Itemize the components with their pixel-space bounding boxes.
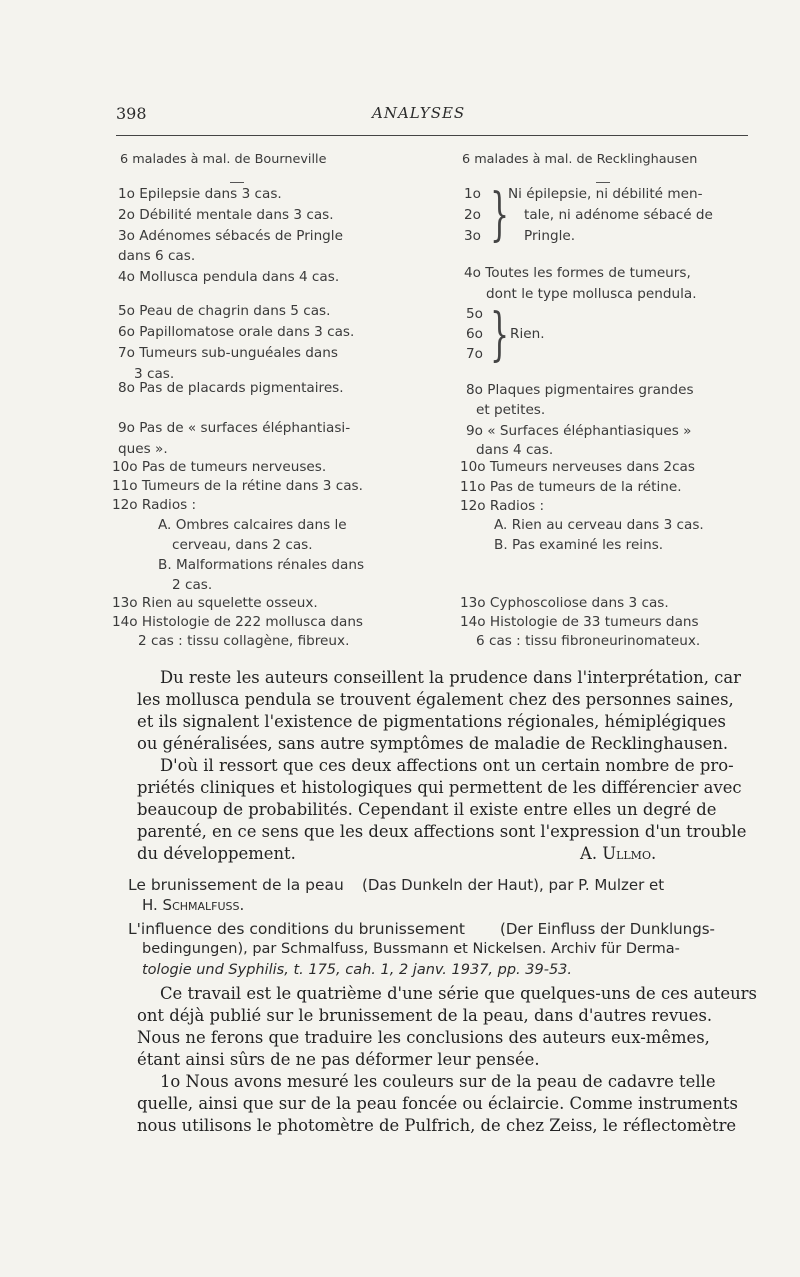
text-line: D'où il ressort que ces deux affections ont un certain nombre de pro- bbox=[160, 756, 734, 775]
list-item: 5o bbox=[466, 306, 483, 322]
list-item: 6o Papillomatose orale dans 3 cas. bbox=[118, 324, 355, 340]
right-brace-5-7: } bbox=[490, 302, 510, 369]
list-item: tale, ni adénome sébacé de bbox=[524, 207, 713, 223]
article-title-1: Le brunissement de la peau bbox=[128, 876, 344, 894]
list-item: 9o Pas de « surfaces éléphantiasi- bbox=[118, 420, 351, 436]
list-item: 12o Radios : bbox=[460, 498, 545, 514]
right-column-heading: 6 malades à mal. de Recklinghausen bbox=[462, 152, 698, 167]
list-item: 3o Adénomes sébacés de Pringle bbox=[118, 228, 343, 244]
list-item: 7o bbox=[466, 346, 483, 362]
list-item: B. Malformations rénales dans bbox=[158, 557, 365, 573]
text-line: et ils signalent l'existence de pigmentations régionales, hémiplégiques bbox=[137, 712, 726, 731]
list-item: 7o Tumeurs sub-unguéales dans bbox=[118, 345, 338, 361]
list-item: A. Rien au cerveau dans 3 cas. bbox=[494, 517, 704, 533]
left-column-heading: 6 malades à mal. de Bourneville bbox=[120, 152, 327, 167]
article-ref-1b: H. Schmalfuss. bbox=[142, 896, 245, 914]
article-ref-2c: tologie und Syphilis, t. 175, cah. 1, 2 janv. 1937, pp. 39-53. bbox=[142, 962, 573, 978]
list-item: 3o bbox=[464, 228, 481, 244]
text-line: Du reste les auteurs conseillent la prudence dans l'interprétation, car bbox=[160, 668, 741, 687]
text-line: nous utilisons le photomètre de Pulfrich, de chez Zeiss, le réflectomètre bbox=[137, 1116, 737, 1135]
list-item: 2o bbox=[464, 207, 481, 223]
list-item: 2 cas : tissu collagène, fibreux. bbox=[138, 633, 350, 649]
article-title-2: L'influence des conditions du brunissement bbox=[128, 920, 465, 938]
list-item: ques ». bbox=[118, 441, 168, 457]
list-item: 14o Histologie de 222 mollusca dans bbox=[112, 614, 364, 630]
text-line: les mollusca pendula se trouvent également chez des personnes saines, bbox=[137, 690, 734, 709]
list-item: 1o bbox=[464, 186, 481, 202]
list-item: 10o Tumeurs nerveuses dans 2cas bbox=[460, 459, 695, 475]
list-item: 2o Débilité mentale dans 3 cas. bbox=[118, 207, 334, 223]
list-item: 9o « Surfaces éléphantiasiques » bbox=[466, 423, 692, 439]
list-item: 11o Tumeurs de la rétine dans 3 cas. bbox=[112, 478, 363, 494]
running-title: ANALYSES bbox=[372, 104, 466, 122]
article-ref-1a: (Das Dunkeln der Haut), par P. Mulzer et bbox=[362, 876, 665, 894]
list-item: 4o Mollusca pendula dans 4 cas. bbox=[118, 269, 340, 285]
list-item: 3 cas. bbox=[134, 366, 175, 382]
list-item: B. Pas examiné les reins. bbox=[494, 537, 664, 553]
right-brace-1-3: } bbox=[490, 182, 510, 249]
list-item: Ni épilepsie, ni débilité men- bbox=[508, 186, 703, 202]
text-line: ou généralisées, sans autre symptômes de maladie de Recklinghausen. bbox=[137, 734, 729, 753]
text-line: 1o Nous avons mesuré les couleurs sur de la peau de cadavre telle bbox=[160, 1072, 716, 1091]
signature: A. Ullmo. bbox=[580, 844, 657, 863]
list-item: dans 6 cas. bbox=[118, 248, 196, 264]
list-item: A. Ombres calcaires dans le bbox=[158, 517, 347, 533]
page-number: 398 bbox=[116, 104, 147, 123]
text-line: beaucoup de probabilités. Cependant il existe entre elles un degré de bbox=[137, 800, 717, 819]
list-item: 2 cas. bbox=[172, 577, 213, 593]
text-line: parenté, en ce sens que les deux affections sont l'expression d'un trouble bbox=[137, 822, 747, 841]
list-item: et petites. bbox=[476, 402, 546, 418]
article-ref-2b: bedingungen), par Schmalfuss, Bussmann et Nickelsen. Archiv für Derma- bbox=[142, 941, 680, 957]
text-line: Nous ne ferons que traduire les conclusions des auteurs eux-mêmes, bbox=[137, 1028, 710, 1047]
list-item: 4o Toutes les formes de tumeurs, bbox=[464, 265, 691, 281]
text-line: ont déjà publié sur le brunissement de la peau, dans d'autres revues. bbox=[137, 1006, 713, 1025]
list-item: 6 cas : tissu fibroneurinomateux. bbox=[476, 633, 701, 649]
list-item: cerveau, dans 2 cas. bbox=[172, 537, 313, 553]
list-item: 5o Peau de chagrin dans 5 cas. bbox=[118, 303, 331, 319]
list-item: dont le type mollusca pendula. bbox=[486, 286, 697, 302]
list-item: Rien. bbox=[510, 326, 545, 342]
text-line: priétés cliniques et histologiques qui permettent de les différencier avec bbox=[137, 778, 742, 797]
list-item: 6o bbox=[466, 326, 483, 342]
right-heading-dash bbox=[596, 182, 610, 183]
article-ref-2a: (Der Einfluss der Dunklungs- bbox=[500, 920, 715, 938]
list-item: 11o Pas de tumeurs de la rétine. bbox=[460, 479, 682, 495]
list-item: 13o Rien au squelette osseux. bbox=[112, 595, 318, 611]
text-line: du développement. bbox=[137, 844, 296, 863]
list-item: 14o Histologie de 33 tumeurs dans bbox=[460, 614, 699, 630]
list-item: 8o Plaques pigmentaires grandes bbox=[466, 382, 694, 398]
list-item: 1o Epilepsie dans 3 cas. bbox=[118, 186, 282, 202]
list-item: 13o Cyphoscoliose dans 3 cas. bbox=[460, 595, 669, 611]
list-item: Pringle. bbox=[524, 228, 576, 244]
list-item: 10o Pas de tumeurs nerveuses. bbox=[112, 459, 327, 475]
list-item: 8o Pas de placards pigmentaires. bbox=[118, 380, 344, 396]
text-line: étant ainsi sûrs de ne pas déformer leur pensée. bbox=[137, 1050, 540, 1069]
text-line: Ce travail est le quatrième d'une série que quelques-uns de ces auteurs bbox=[160, 984, 757, 1003]
text-line: quelle, ainsi que sur de la peau foncée ou éclaircie. Comme instruments bbox=[137, 1094, 738, 1113]
list-item: dans 4 cas. bbox=[476, 442, 554, 458]
left-heading-dash bbox=[230, 182, 244, 183]
list-item: 12o Radios : bbox=[112, 497, 197, 513]
header-rule bbox=[116, 135, 748, 136]
